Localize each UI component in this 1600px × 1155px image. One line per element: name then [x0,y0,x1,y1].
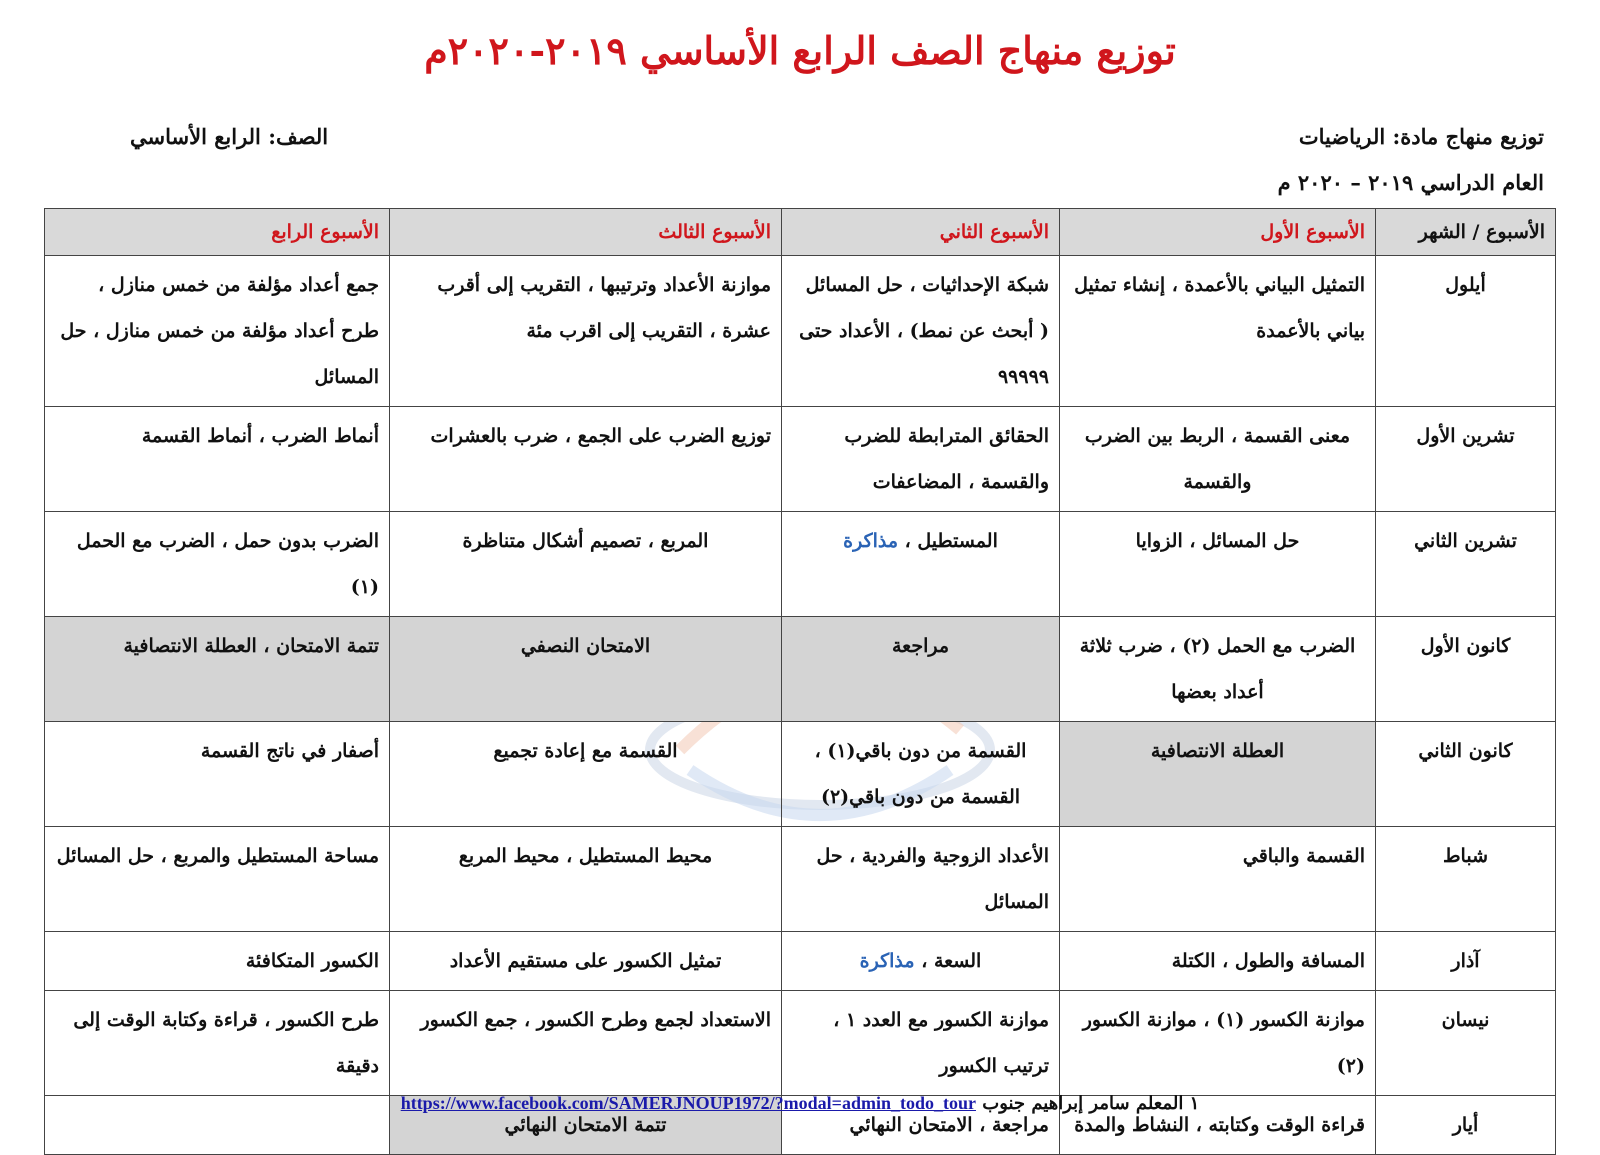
week-cell: تمثيل الكسور على مستقيم الأعداد [390,932,782,991]
month-cell: تشرين الثاني [1376,512,1556,617]
month-cell: كانون الثاني [1376,722,1556,827]
week-cell: التمثيل البياني بالأعمدة ، إنشاء تمثيل بياني بالأعمدة [1060,256,1376,407]
week-cell: الكسور المتكافئة [45,932,390,991]
week-cell: مراجعة ، الامتحان النهائي [782,1096,1060,1155]
table-row [45,991,1556,1096]
month-cell: نيسان [1376,991,1556,1096]
table-header-row [45,209,1556,256]
week-cell: جمع أعداد مؤلفة من خمس منازل ، طرح أعداد مؤلفة من خمس منازل ، حل المسائل [45,256,390,407]
week-cell: القسمة مع إعادة تجميع [390,722,782,827]
facebook-link[interactable]: https://www.facebook.com/SAMERJNOUP1972/?modal=admin_todo_tour [400,1093,976,1113]
week-cell: موازنة الكسور مع العدد ١ ، ترتيب الكسور [782,991,1060,1096]
week-cell: قراءة الوقت وكتابته ، النشاط والمدة [1060,1096,1376,1155]
school-year-label: العام الدراسي ٢٠١٩ – ٢٠٢٠ م [1277,170,1544,195]
month-cell: كانون الأول [1376,617,1556,722]
month-cell: تشرين الأول [1376,407,1556,512]
table-row [45,722,1556,827]
table-row [45,407,1556,512]
class-label: الصف: الرابع الأساسي [130,124,329,149]
week-text: السعة ، [921,950,982,972]
quiz-label: مذاكرة [859,950,915,972]
week-cell: الاستعداد لجمع وطرح الكسور ، جمع الكسور [390,991,782,1096]
week-cell: موازنة الأعداد وترتيبها ، التقريب إلى أقرب عشرة ، التقريب إلى اقرب مئة [390,256,782,407]
week-cell: معنى القسمة ، الربط بين الضرب والقسمة [1060,407,1376,512]
week-cell: الامتحان النصفي [390,617,782,722]
curriculum-table [44,208,1556,1155]
week-cell: أصفار في ناتج القسمة [45,722,390,827]
month-cell: شباط [1376,827,1556,932]
week-cell: شبكة الإحداثيات ، حل المسائل ( أبحث عن نمط) ، الأعداد حتى ٩٩٩٩٩ [782,256,1060,407]
table-row [45,256,1556,407]
header-week-1: الأسبوع الأول [1060,209,1376,256]
header-week-4: الأسبوع الرابع [45,209,390,256]
week-cell: القسمة والباقي [1060,827,1376,932]
table-row [45,617,1556,722]
month-cell: أيار [1376,1096,1556,1155]
week-cell: توزيع الضرب على الجمع ، ضرب بالعشرات [390,407,782,512]
week-cell [782,932,1060,991]
week-cell: تتمة الامتحان ، العطلة الانتصافية [45,617,390,722]
week-cell: طرح الكسور ، قراءة وكتابة الوقت إلى دقيقة [45,991,390,1096]
week-cell: أنماط الضرب ، أنماط القسمة [45,407,390,512]
month-cell: آذار [1376,932,1556,991]
week-cell: موازنة الكسور (١) ، موازنة الكسور (٢) [1060,991,1376,1096]
header-week-3: الأسبوع الثالث [390,209,782,256]
week-cell: محيط المستطيل ، محيط المربع [390,827,782,932]
week-cell: العطلة الانتصافية [1060,722,1376,827]
table-row [45,827,1556,932]
week-cell: تتمة الامتحان النهائي [390,1096,782,1155]
header-week-month: الأسبوع / الشهر [1376,209,1556,256]
week-text: المستطيل ، [904,530,998,552]
week-cell: المربع ، تصميم أشكال متناظرة [390,512,782,617]
week-cell: الضرب مع الحمل (٢) ، ضرب ثلاثة أعداد بعضها [1060,617,1376,722]
week-cell: المسافة والطول ، الكتلة [1060,932,1376,991]
week-cell: مساحة المستطيل والمربع ، حل المسائل [45,827,390,932]
week-cell [782,512,1060,617]
teacher-credit: ١ المعلم سامر إبراهيم جنوب [982,1093,1200,1114]
week-cell: الضرب بدون حمل ، الضرب مع الحمل (١) [45,512,390,617]
quiz-label: مذاكرة [843,530,899,552]
week-cell: الحقائق المترابطة للضرب والقسمة ، المضاعفات [782,407,1060,512]
page-title: توزيع منهاج الصف الرابع الأساسي ٢٠١٩-٢٠٢٠م [424,28,1176,73]
page-footer [0,1093,1600,1114]
table-row [45,932,1556,991]
table-row [45,512,1556,617]
week-cell: القسمة من دون باقي(١) ، القسمة من دون باقي(٢) [782,722,1060,827]
subject-label: توزيع منهاج مادة: الرياضيات [1298,124,1544,149]
week-cell: حل المسائل ، الزوايا [1060,512,1376,617]
week-cell: مراجعة [782,617,1060,722]
header-week-2: الأسبوع الثاني [782,209,1060,256]
month-cell: أيلول [1376,256,1556,407]
week-cell: الأعداد الزوجية والفردية ، حل المسائل [782,827,1060,932]
